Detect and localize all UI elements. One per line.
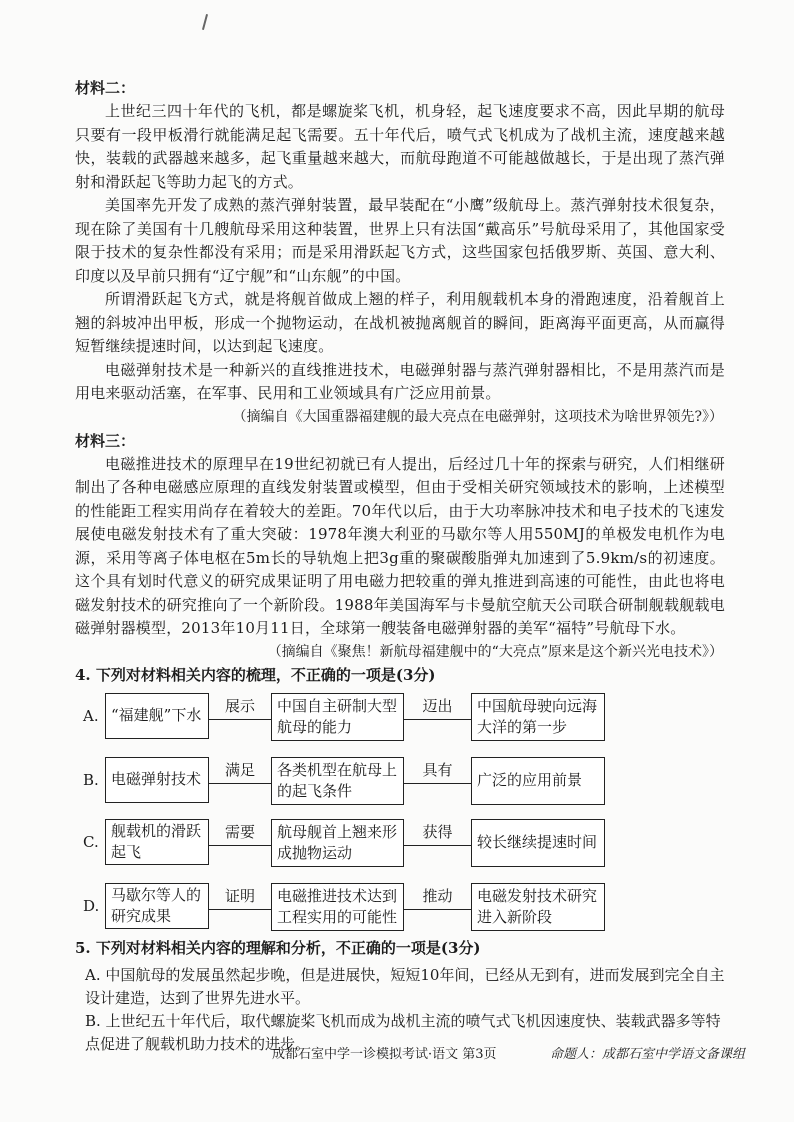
- question-4-diagram: [75, 693, 725, 935]
- middle-box: 航母舰首上翘来形成抛物运动: [271, 819, 404, 867]
- material2-paragraph-4: 电磁弹射技术是一种新兴的直线推进技术，电磁弹射器与蒸汽弹射器相比，不是用蒸汽而是用电来驱动活塞，在军事、民用和工业领域具有广泛应用前景。: [75, 360, 725, 402]
- footer-page-info: 成都石室中学一诊模拟考试·语文 第3页: [272, 1047, 497, 1062]
- option-a: A. 中国航母的发展虽然起步晚，但是进展快，短短10年间，已经从无到有，进而发展到完全自主设计建造，达到了世界先进水平。: [85, 965, 725, 1007]
- end-box: 广泛的应用前景: [471, 757, 605, 805]
- start-box: “福建舰”下水: [105, 693, 209, 739]
- link-label: 满足: [209, 759, 271, 784]
- start-box: 马歇尔等人的研究成果: [105, 883, 209, 929]
- option-label: D.: [83, 896, 100, 915]
- option-label: B.: [83, 770, 99, 789]
- link-label: 迈出: [404, 695, 471, 720]
- start-box: 舰载机的滑跃起飞: [105, 819, 209, 865]
- material2-paragraph-3: 所谓滑跃起飞方式，就是将舰首做成上翘的样子，利用舰载机本身的滑跑速度，沿着舰首上翘的斜坡冲出甲板，形成一个抛物运动，在战机被抛离舰首的瞬间，距离海平面更高，从而赢得短暂继续提速时间，以达到起飞速度。: [75, 290, 725, 355]
- link-label: 展示: [209, 695, 271, 720]
- link-label: 获得: [404, 821, 471, 846]
- footer-author: 命题人：成都石室中学语文备课组: [550, 1047, 746, 1062]
- middle-box: 电磁推进技术达到工程实用的可能性: [271, 883, 404, 931]
- material2-source: （摘编自《大国重器福建舰的最大亮点在电磁弹射，这项技术为啥世界领先?》）: [232, 408, 723, 425]
- question-5-options: [75, 964, 725, 1056]
- link-label: 具有: [404, 759, 471, 784]
- option-row-d: [83, 883, 723, 931]
- end-box: 电磁发射技术研究进入新阶段: [471, 883, 605, 931]
- material3-heading: 材料三：: [75, 431, 136, 450]
- option-label: A.: [83, 706, 99, 725]
- material3-source: （摘编自《聚焦！新航母福建舰中的“大亮点”原来是这个新兴光电技术》）: [267, 643, 723, 660]
- question-4-stem: 4. 下列对材料相关内容的梳理，不正确的一项是(3分): [75, 665, 436, 684]
- link-label: 需要: [209, 821, 271, 846]
- start-box: 电磁弹射技术: [105, 757, 209, 803]
- exam-page: [75, 70, 725, 1056]
- material2-heading: 材料二：: [75, 79, 136, 97]
- middle-box: 中国自主研制大型航母的能力: [271, 693, 404, 741]
- question-5-stem: 5. 下列对材料相关内容的理解和分析，不正确的一项是(3分): [75, 938, 481, 957]
- end-box: 中国航母驶向远海大洋的第一步: [471, 693, 605, 741]
- option-row-c: [83, 819, 723, 867]
- option-row-a: [83, 693, 723, 741]
- pen-mark: [202, 14, 208, 30]
- material2-paragraph-2: 美国率先开发了成熟的蒸汽弹射装置，最早装配在“小鹰”级航母上。蒸汽弹射技术很复杂，现在除了美国有十几艘航母采用这种装置，世界上只有法国“戴高乐”号航母采用了，其他国家受限于技术的复杂性都没有采用；而是采用滑跃起飞方式，这些国家包括俄罗斯、英国、意大利、印度以及早前只拥有“辽宁舰”和“山东舰”的中国。: [75, 196, 725, 285]
- option-b: B. 上世纪五十年代后，取代螺旋桨飞机而成为战机主流的喷气式飞机因速度快、装载武器多等特点促进了舰载机助力技术的进步。: [85, 1011, 721, 1053]
- material3-paragraph-1: 电磁推进技术的原理早在19世纪初就已有人提出，后经过几十年的探索与研究，人们相继研制出了各种电磁感应原理的直线发射装置或模型，但由于受相关研究领域技术的影响，上述模型的性能距工程实用尚存在着较大的差距。70年代以后，由于大功率脉冲技术和电子技术的飞速发展使电磁发射技术有了重大突破：1978年澳大利亚的马歇尔等人用550MJ的单极发电机作为电源，采用等离子体电枢在5m长的导轨炮上把3g重的聚碳酸脂弹丸加速到了5.9km/s的初速度。这个具有划时代意义的研究成果证明了用电磁力把较重的弹丸推进到高速的可能性，由此也将电磁发射技术的研究推向了一个新阶段。1988年美国海军与卡曼航空航天公司联合研制舰载舰载电磁弹射器模型，2013年10月11日，全球第一艘装备电磁弹射器的美军“福特”号航母下水。: [75, 454, 725, 637]
- option-label: C.: [83, 832, 99, 851]
- material2-paragraph-1: 上世纪三四十年代的飞机，都是螺旋桨飞机，机身轻，起飞速度要求不高，因此早期的航母只要有一段甲板滑行就能满足起飞需要。五十年代后，喷气式飞机成为了战机主流，速度越来越快，装载的武器越来越多，起飞重量越来越大，而航母跑道不可能越做越长，于是出现了蒸汽弹射和滑跃起飞等助力起飞的方式。: [75, 102, 725, 191]
- middle-box: 各类机型在航母上的起飞条件: [271, 757, 404, 805]
- link-label: 推动: [404, 885, 471, 910]
- end-box: 较长继续提速时间: [471, 819, 605, 867]
- link-label: 证明: [209, 885, 271, 910]
- option-row-b: [83, 757, 723, 805]
